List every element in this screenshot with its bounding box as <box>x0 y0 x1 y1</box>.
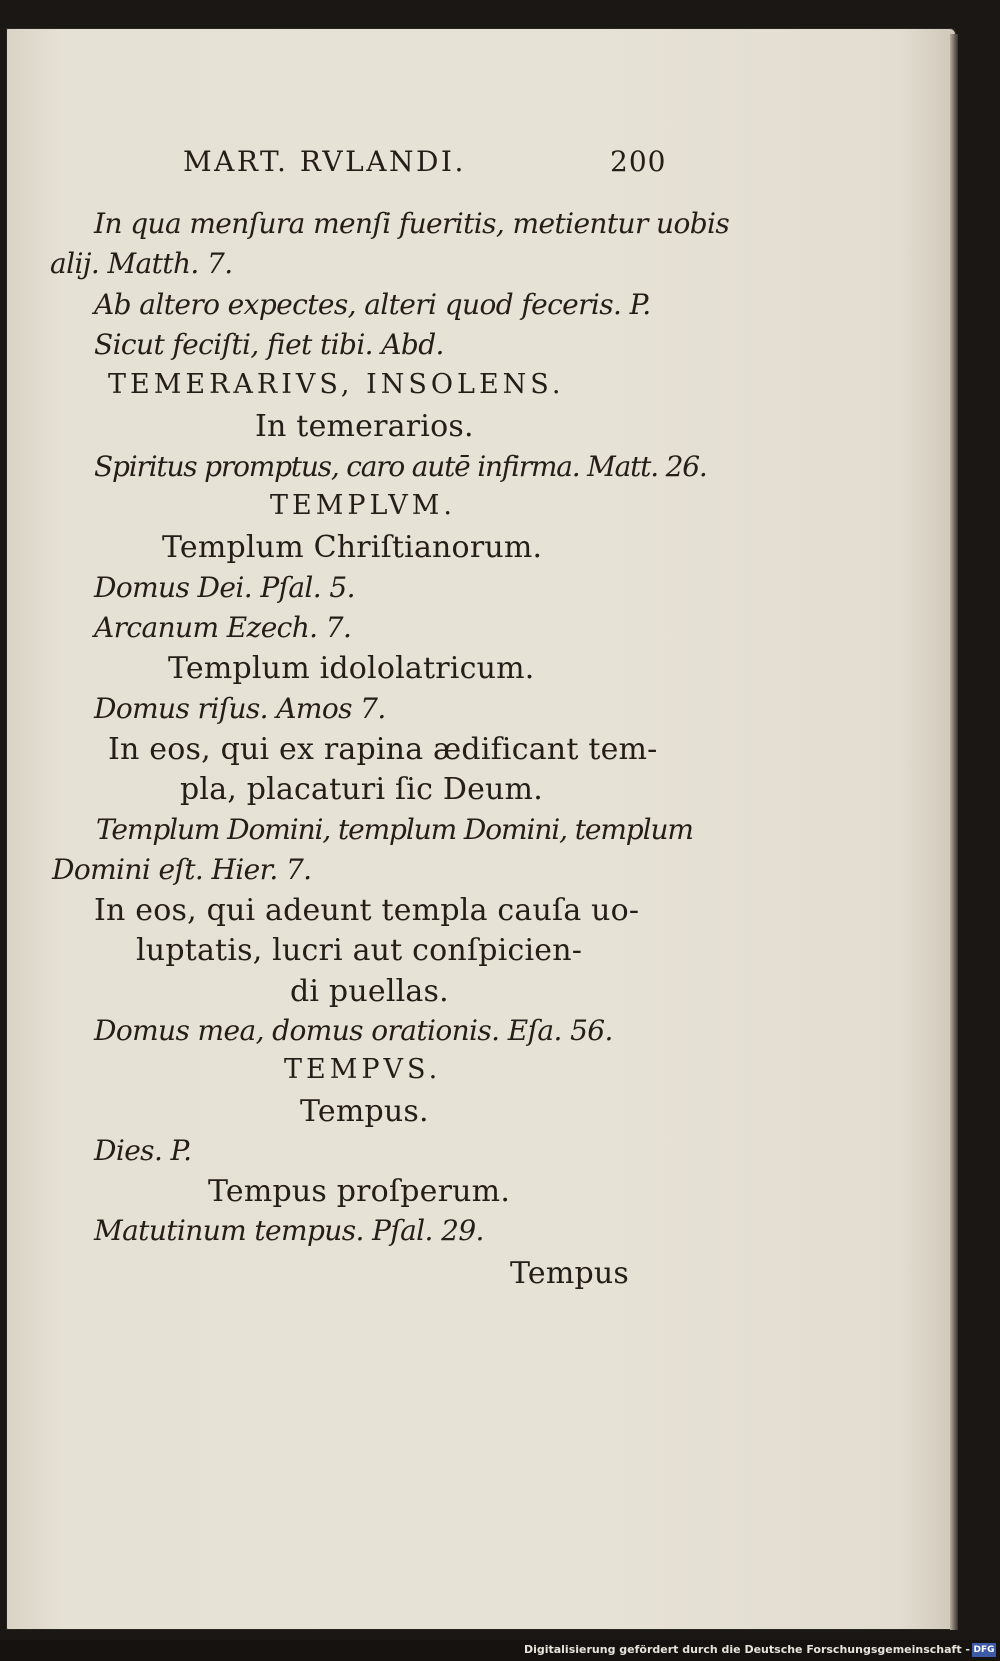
text-line: Matutinum tempus. Pſal. 29. <box>94 1214 484 1247</box>
running-head: MART. RVLANDI. <box>183 145 466 178</box>
subheading: Templum Chriſtianorum. <box>162 530 543 565</box>
text-line: Domus Dei. Pſal. 5. <box>94 571 355 604</box>
funding-credit: Digitalisierung gefördert durch die Deutsche Forschungsgemeinschaft - <box>523 1643 970 1656</box>
text-line: Templum Domini, templum Domini, templum <box>96 813 693 846</box>
text-line: Ab altero expectes, alteri quod feceris. P. <box>94 288 651 321</box>
text-line: alij. Matth. 7. <box>50 247 233 280</box>
catchword: Tempus <box>510 1256 630 1291</box>
page-edge <box>950 34 958 1630</box>
page-number: 200 <box>610 145 667 178</box>
subheading: pla, placaturi ſic Deum. <box>180 772 543 807</box>
text-line: Spiritus promptus, caro autē infirma. Matt. 26. <box>94 450 707 483</box>
dfg-logo: DFG <box>973 1645 995 1655</box>
text-line: Domus riſus. Amos 7. <box>94 692 386 725</box>
subheading: luptatis, lucri aut conſpicien- <box>136 933 583 968</box>
section-heading: TEMPVS. <box>284 1054 442 1085</box>
text-line: Sicut feciſti, fiet tibi. Abd. <box>94 328 444 361</box>
subheading: In eos, qui ex rapina ædificant tem- <box>108 732 658 767</box>
text-line: Dies. P. <box>94 1134 192 1167</box>
subheading: In temerarios. <box>255 409 474 444</box>
section-heading: TEMERARIVS, INSOLENS. <box>108 369 565 400</box>
subheading: Tempus. <box>300 1094 429 1129</box>
section-heading: TEMPLVM. <box>270 490 456 521</box>
subheading: Templum idololatricum. <box>168 651 535 686</box>
text-line: Arcanum Ezech. 7. <box>94 611 352 644</box>
text-line: Domus mea, domus orationis. Eſa. 56. <box>94 1014 613 1047</box>
text-line: Domini eſt. Hier. 7. <box>52 853 312 886</box>
subheading: Tempus proſperum. <box>208 1174 511 1209</box>
subheading: di puellas. <box>290 974 449 1009</box>
text-line: In qua menſura menſi fueritis, metientur uobis <box>94 207 730 240</box>
subheading: In eos, qui adeunt templa cauſa uo- <box>94 893 640 928</box>
